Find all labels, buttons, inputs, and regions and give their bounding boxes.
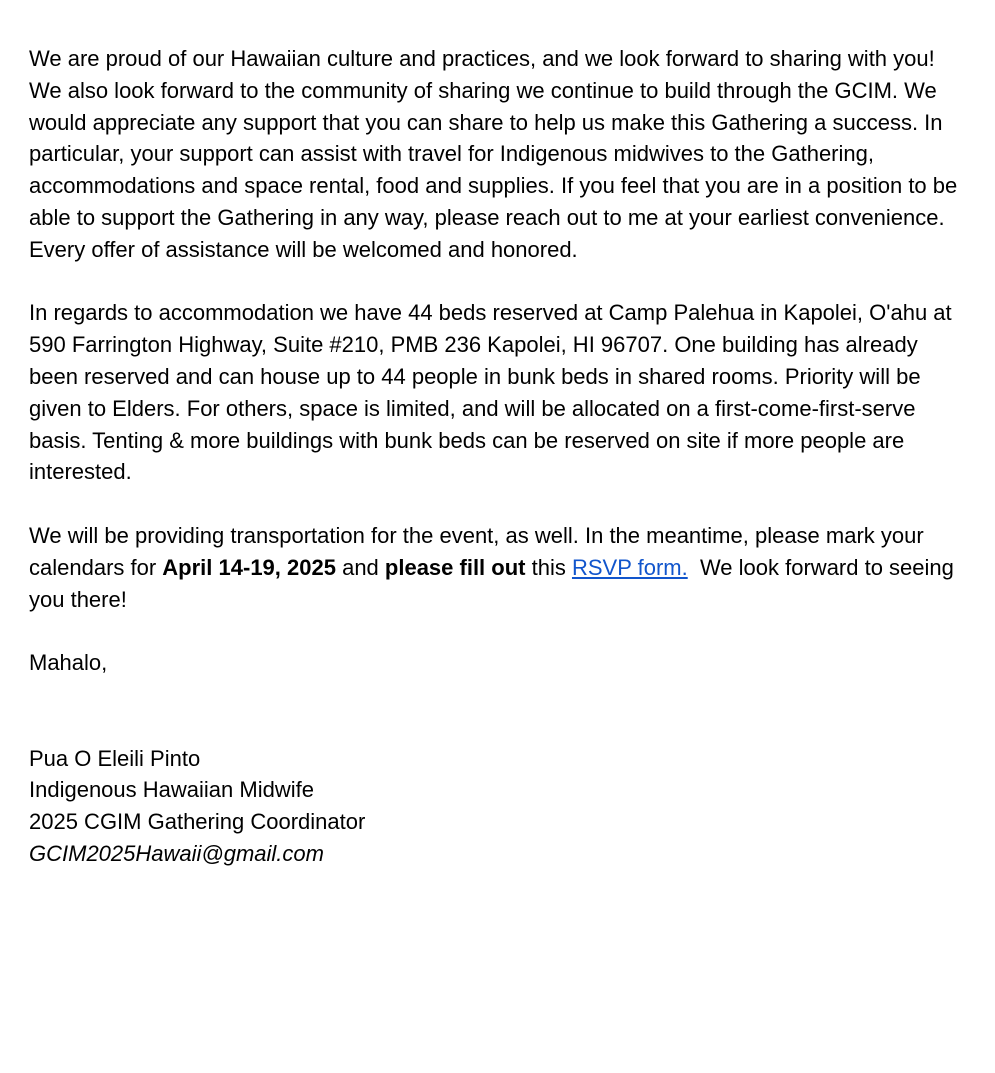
signature-email: GCIM2025Hawaii@gmail.com	[29, 840, 324, 866]
signature-role: Indigenous Hawaiian Midwife	[29, 777, 314, 803]
closing-remark: We look forward to seeing you there!	[29, 554, 961, 612]
transportation-text: We will be providing transportation for the event, as well. In the meantime, please mark your calendars for	[29, 522, 924, 580]
connector-and: and	[335, 554, 385, 580]
fill-out-emphasis: please fill out	[384, 554, 526, 580]
signature-block	[29, 743, 967, 870]
rsvp-form-link[interactable]: RSVP form.	[571, 554, 688, 580]
signature-title: 2025 CGIM Gathering Coordinator	[29, 809, 366, 835]
connector-this: this	[525, 554, 572, 580]
accommodation-paragraph: In regards to accommodation we have 44 beds reserved at Camp Palehua in Kapolei, O'ahu at 590 Farrington Highway, Suite #210, PMB 236 Kapolei, HI 96707. One building has already been reserved and can house up to 44 people in bunk beds in shared rooms. Priority will be given to Elders. For others, space is limited, and will be allocated on a first-come-first-serve basis. Tenting & more buildings with bunk beds can be reserved on site if more people are interested.	[29, 300, 952, 485]
event-dates: April 14-19, 2025	[162, 554, 336, 580]
closing-salutation: Mahalo,	[29, 650, 108, 676]
signature-name: Pua O Eleili Pinto	[29, 745, 201, 771]
transportation-paragraph	[29, 520, 967, 615]
support-paragraph: We are proud of our Hawaiian culture and practices, and we look forward to sharing with you! We also look forward to the community of sharing we continue to build through the GCIM. We would appreciate any support that you can share to help us make this Gathering a success. In particular, your support can assist with travel for Indigenous midwives to the Gathering, accommodations and space rental, food and supplies. If you feel that you are in a position to be able to support the Gathering in any way, please reach out to me at your earliest convenience. Every offer of assistance will be welcomed and honored.	[29, 46, 958, 262]
